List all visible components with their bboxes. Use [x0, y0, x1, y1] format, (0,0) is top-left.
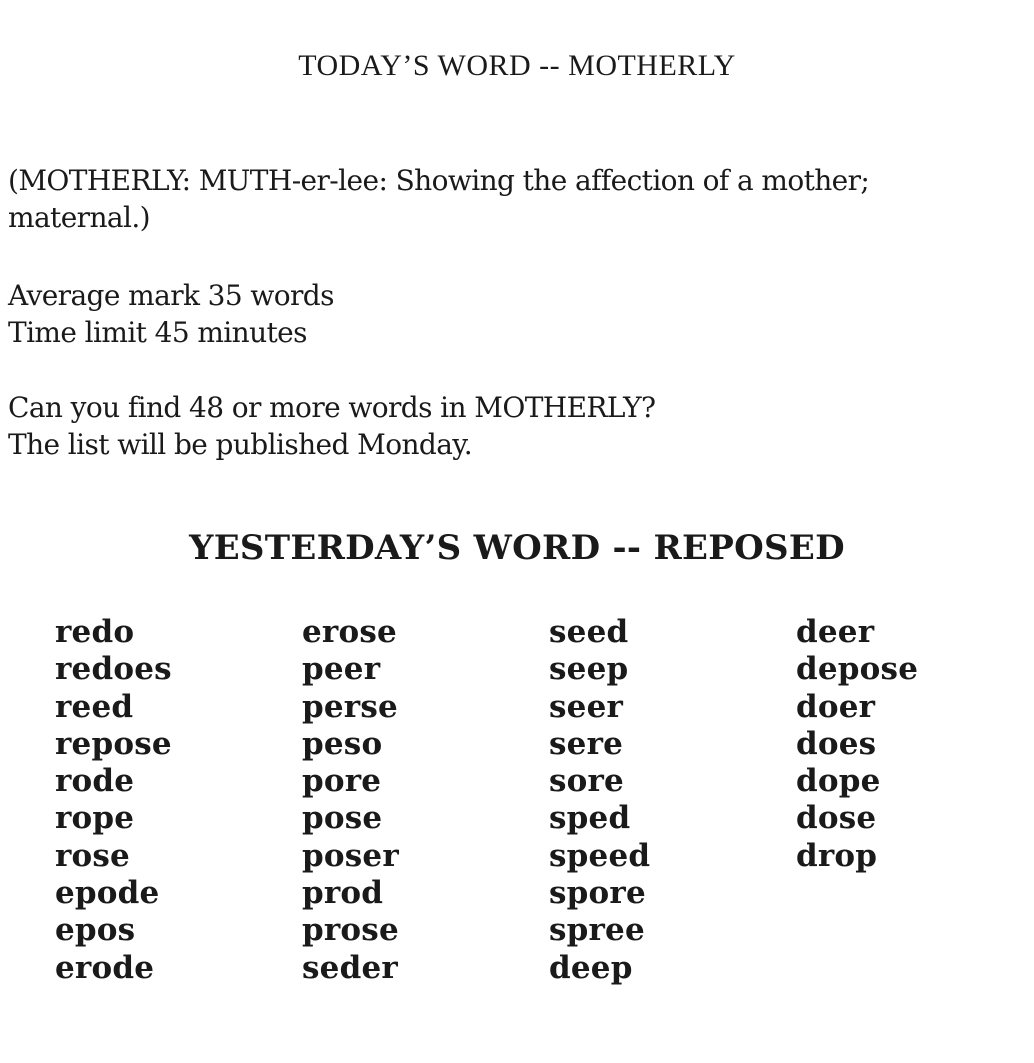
- word-column: [796, 614, 1034, 987]
- answer-word: deep: [549, 949, 633, 986]
- answer-word: dope: [796, 763, 881, 800]
- answer-word: peso: [302, 725, 383, 762]
- publication-note: The list will be published Monday.: [8, 428, 473, 461]
- answer-word: pose: [302, 800, 383, 837]
- word-column: [549, 614, 796, 987]
- challenge-question: Can you find 48 or more words in MOTHERLY?: [8, 391, 656, 424]
- answer-word: seer: [549, 688, 624, 725]
- yesterdays-word-title: YESTERDAY’S WORD -- REPOSED: [189, 528, 845, 568]
- answer-word: spore: [549, 875, 646, 912]
- answer-word: prose: [302, 912, 399, 949]
- answer-word: redo: [55, 614, 135, 650]
- answer-word: prod: [302, 875, 384, 912]
- answer-word: reed: [55, 688, 134, 725]
- answer-word: drop: [796, 837, 878, 874]
- answer-word: poser: [302, 837, 399, 874]
- puzzle-stats: [8, 277, 1008, 351]
- answer-word: does: [796, 725, 877, 762]
- definition-line: maternal.): [8, 201, 150, 234]
- average-mark: Average mark 35 words: [8, 279, 334, 312]
- answer-word: rope: [55, 800, 135, 837]
- answer-word: redoes: [55, 651, 172, 688]
- word-column: [55, 614, 302, 987]
- answer-word: seep: [549, 651, 629, 688]
- answer-word: rose: [55, 837, 130, 874]
- answer-word: sped: [549, 800, 631, 837]
- answer-word: epode: [55, 875, 160, 912]
- answer-word: perse: [302, 688, 398, 725]
- answer-word: epos: [55, 912, 136, 949]
- answer-word: sere: [549, 725, 624, 762]
- answer-word: dose: [796, 800, 877, 837]
- word-definition: [8, 162, 1008, 236]
- answer-word: pore: [302, 763, 382, 800]
- answer-word: repose: [55, 725, 172, 762]
- answer-word: doer: [796, 688, 876, 725]
- definition-line: (MOTHERLY: MUTH-er-lee: Showing the affection of a mother;: [8, 164, 870, 197]
- answer-word-list: [55, 614, 1034, 987]
- word-column: [302, 614, 549, 987]
- answer-word: depose: [796, 651, 919, 688]
- answer-word: seed: [549, 614, 629, 650]
- time-limit: Time limit 45 minutes: [8, 316, 307, 349]
- answer-word: erode: [55, 949, 155, 986]
- todays-word-title: TODAY’S WORD -- MOTHERLY: [298, 49, 736, 82]
- answer-word: deer: [796, 614, 875, 650]
- answer-word: sore: [549, 763, 624, 800]
- answer-word: rode: [55, 763, 135, 800]
- answer-word: speed: [549, 837, 651, 874]
- answer-word: peer: [302, 651, 381, 688]
- answer-word: erose: [302, 614, 397, 650]
- answer-word: spree: [549, 912, 645, 949]
- answer-word: seder: [302, 949, 398, 986]
- puzzle-challenge: [8, 389, 1008, 463]
